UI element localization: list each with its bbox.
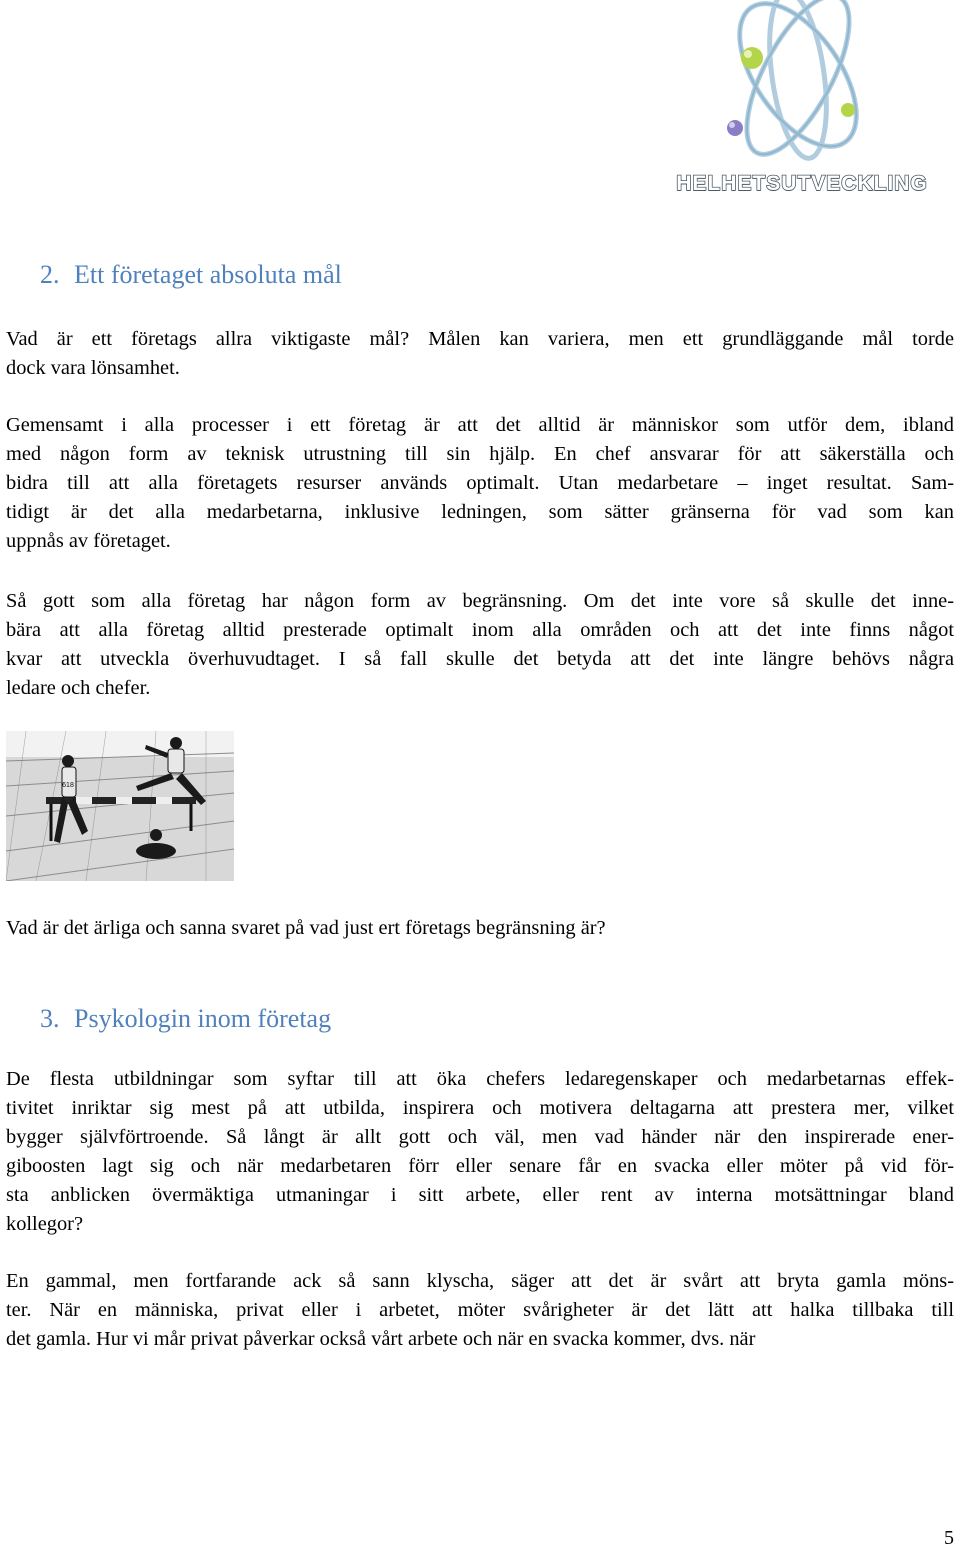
text-line: De flesta utbildningar som syftar till att öka chefers ledaregenskaper och medarbetarnas effek- — [6, 1068, 954, 1090]
paragraph — [6, 325, 954, 383]
paragraph — [6, 1267, 954, 1354]
paragraph — [6, 1065, 954, 1239]
logo-wordmark: HELHETSUTVECKLING — [676, 172, 928, 195]
text-line: Så gott som alla företag har någon form av begränsning. Om det inte vore så skulle det inne- — [6, 590, 954, 612]
question-paragraph — [6, 914, 954, 943]
text-line: Vad är det ärliga och sanna svaret på vad just ert företags begränsning är? — [6, 917, 606, 939]
text-line: med någon form av teknisk utrustning till sin hjälp. En chef ansvarar för att säkerställa och — [6, 443, 954, 465]
text-line: tidigt är det alla medarbetarna, inklusive ledningen, som sätter gränserna för vad som kan — [6, 501, 954, 523]
text-line: ledare och chefer. — [6, 677, 151, 699]
text-line: sta anblicken övermäktiga utmaningar i sitt arbete, eller rent av interna motsättningar bland — [6, 1184, 954, 1206]
text-line: En gammal, men fortfarande ack så sann klyscha, säger att det är svårt att bryta gamla möns- — [6, 1270, 954, 1292]
text-line: giboosten lagt sig och när medarbetaren förr eller senare får en svacka eller möter på vid för- — [6, 1155, 954, 1177]
text-line: bygger självförtroende. Så långt är allt gott och väl, men vad händer när den inspirerade ener- — [6, 1126, 954, 1148]
svg-text:618: 618 — [62, 782, 74, 789]
text-line: uppnås av företaget. — [6, 530, 171, 552]
company-logo — [640, 0, 956, 205]
section-3-number: 3. — [40, 1004, 60, 1033]
text-line: ter. När en människa, privat eller i arbetet, möter svårigheter är det lätt att halka tillbaka till — [6, 1299, 954, 1321]
text-line: bidra till att alla företagets resurser används optimalt. Utan medarbetare – inget resultat. Sam- — [6, 472, 954, 494]
text-line: tivitet inriktar sig mest på att utbilda, inspirera och motivera deltagarna att prestera mer, vilket — [6, 1097, 954, 1119]
section-2-heading — [40, 259, 342, 291]
text-line: dock vara lönsamhet. — [6, 357, 180, 379]
section-3-heading — [40, 1003, 331, 1035]
text-line: Gemensamt i alla processer i ett företag är att det alltid är människor som utför dem, ibland — [6, 414, 954, 436]
atom-logo-icon — [640, 0, 956, 180]
text-line: kollegor? — [6, 1213, 84, 1235]
text-line: kvar att utveckla överhuvudtaget. I så fall skulle det betyda att det inte längre behövs några — [6, 648, 954, 670]
paragraph — [6, 411, 954, 556]
text-line: Vad är ett företags allra viktigaste mål? Målen kan variera, men ett grundläggande mål torde — [6, 328, 954, 350]
text-line: bära att alla företag alltid presterade optimalt inom alla områden och att det inte finns något — [6, 619, 954, 641]
paragraph — [6, 587, 954, 703]
text-line: det gamla. Hur vi mår privat påverkar också vårt arbete och när en svacka kommer, dvs. när — [6, 1328, 756, 1350]
section-3-title: Psykologin inom företag — [74, 1004, 332, 1033]
section-2-number: 2. — [40, 260, 60, 289]
hurdle-race-photo — [6, 731, 234, 881]
page-number: 5 — [944, 1527, 954, 1549]
section-2-title: Ett företaget absoluta mål — [74, 260, 342, 289]
